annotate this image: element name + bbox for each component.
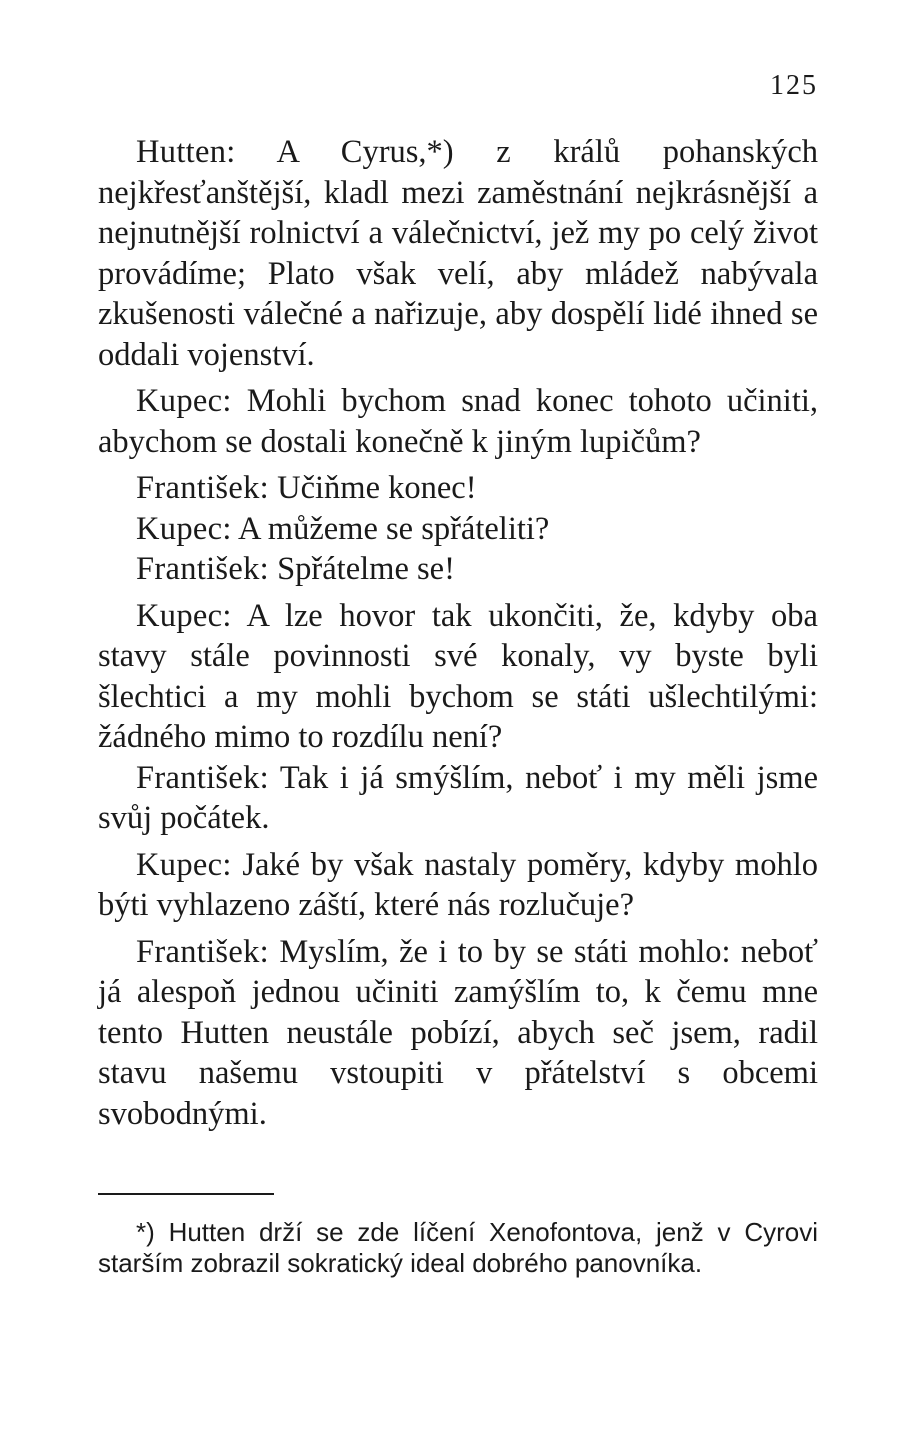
paragraph-text: Mohli bychom snad konec tohoto učiniti, abychom se dostali konečně k jiným lupičům?: [98, 383, 818, 460]
page-number: 125: [770, 70, 818, 101]
paragraph: [98, 932, 818, 1135]
paragraph: [98, 549, 818, 590]
paragraph-text: Učiňme konec!: [268, 470, 477, 506]
paragraph-text: A můžeme se spřáteliti?: [231, 510, 550, 547]
dialogue-text: [98, 132, 818, 1134]
paragraph-text: Myslím, že i to by se státi mohlo: neboť já alespoň jednou učiniti zamýšlím to, k čemu mne tento Hutten neustále pobízí, abych seč jsem, radil stavu našemu vstoupiti v přátelství s obcemi svobodnými.: [98, 933, 818, 1132]
footnote: [98, 1217, 818, 1279]
footnote-text: Hutten drží se zde líčení Xenofontova, jenž v Cyrovi starším zobrazil sokratický ideal dobrého panovníka.: [98, 1217, 818, 1278]
footnote-divider: [98, 1193, 274, 1195]
paragraph-text: Tak i já smýšlím, neboť i my měli jsme svůj počátek.: [98, 759, 818, 836]
speaker-name: František:: [136, 470, 269, 506]
paragraph: [98, 596, 818, 758]
paragraph: [98, 381, 818, 462]
paragraph: [98, 845, 818, 926]
footnote-mark: *): [136, 1217, 155, 1247]
paragraph: [98, 758, 818, 839]
speaker-name: Kupec:: [136, 846, 232, 883]
speaker-name: Kupec:: [136, 383, 232, 419]
paragraph: [98, 509, 818, 550]
paragraph: [98, 132, 818, 375]
paragraph: [98, 468, 818, 509]
speaker-name: Hutten:: [136, 134, 236, 170]
speaker-name: František:: [136, 933, 269, 970]
paragraph-text: Spřátelme se!: [268, 551, 455, 587]
paragraph-text: A lze hovor tak ukončiti, že, kdyby oba stavy stále povinnosti své konaly, vy byste byli šlechtici a my mohli bychom se státi ušlechtilými: žádného mimo to rozdílu není?: [98, 597, 818, 755]
speaker-name: František:: [136, 551, 269, 587]
speaker-name: Kupec:: [136, 597, 232, 634]
paragraph-text: A Cyrus,*) z králů pohanských nejkřesťanštější, kladl mezi zaměstnání nejkrásnější a nejnutnější rolnictví a válečnictví, jež my po celý život provádíme; Plato však velí, aby mládež nabývala zkušenosti válečné a nařizuje, aby dospělí lidé ihned se oddali vojenství.: [98, 134, 818, 373]
speaker-name: František:: [136, 759, 269, 796]
paragraph-text: Jaké by však nastaly poměry, kdyby mohlo býti vyhlazeno záští, které nás rozlučuje?: [98, 846, 818, 923]
speaker-name: Kupec:: [136, 510, 232, 547]
